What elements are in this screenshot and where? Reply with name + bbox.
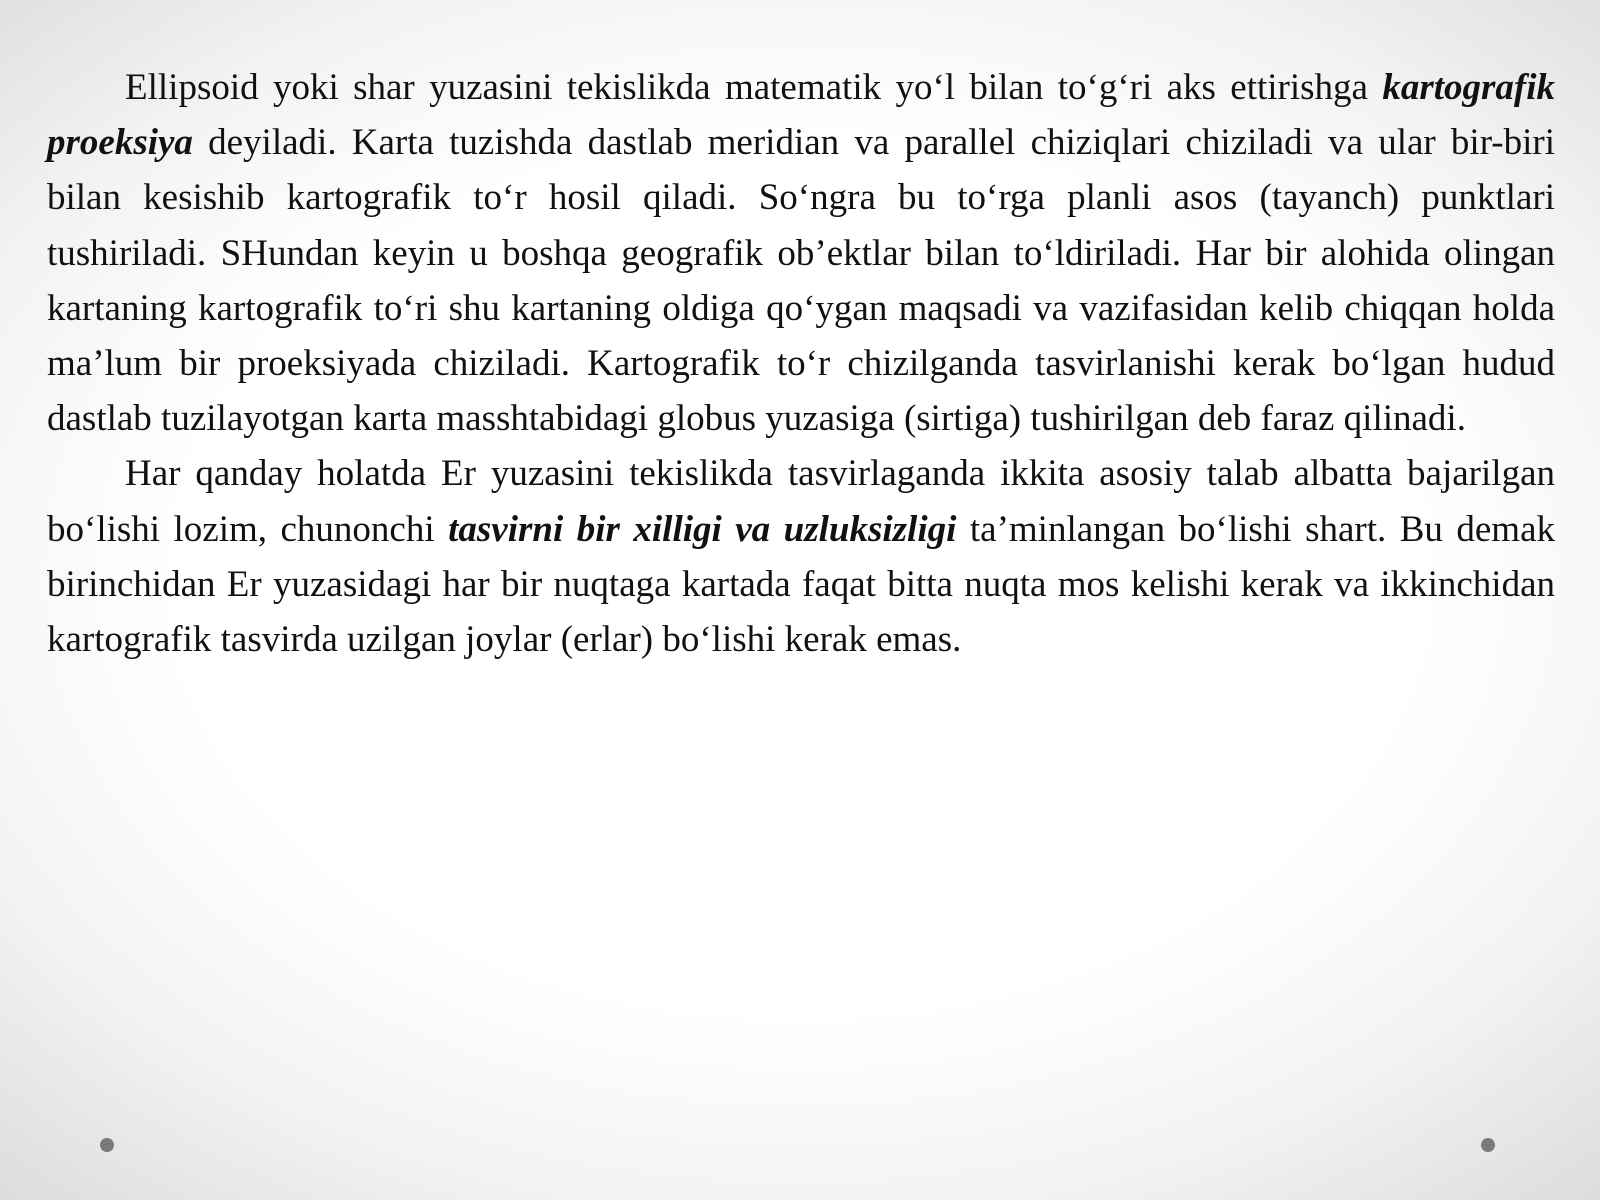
term-tasvirni-bir-xilligi: tasvirni bir xilligi va uzluksizligi bbox=[448, 508, 957, 550]
paragraph-1 bbox=[47, 60, 1555, 446]
paragraph-2-text-1: Har qanday holatda Er yuzasini tekislikda tasvirlaganda ikkita asosiy talab albatta bajarilgan bo‘lishi lozim, chunonchi bbox=[47, 453, 1555, 550]
paragraph-2 bbox=[47, 446, 1555, 667]
right-decor-dot bbox=[1481, 1138, 1495, 1152]
paragraph-1-text-2: deyiladi. Karta tuzishda dastlab meridian va parallel chiziqlari chiziladi va ular bir-biri bilan kesishib kartografik to‘r hosil qiladi. So‘ngra bu to‘rga planli asos (tayanch) punktlari tushiriladi. SHundan keyin u boshqa geografik ob’ektlar bilan to‘ldiriladi. Har bir alohida olingan kartaning kartografik to‘ri shu kartaning oldiga qo‘ygan maqsadi va vazifasidan kelib chiqqan holda ma’lum bir proeksiyada chiziladi. Kartografik to‘r chizilganda tasvirlanishi kerak bo‘lgan hudud dastlab tuzilayotgan karta masshtabidagi globus yuzasiga (sirtiga) tushirilgan deb faraz qilinadi. bbox=[47, 122, 1555, 440]
term-kartografik-proeksiya: kartografik proeksiya bbox=[47, 67, 1555, 164]
left-decor-dot bbox=[100, 1138, 114, 1152]
slide-body-text bbox=[47, 60, 1555, 667]
paragraph-1-text-1: Ellipsoid yoki shar yuzasini tekislikda matematik yo‘l bilan to‘g‘ri aks ettirishga bbox=[125, 67, 1383, 108]
paragraph-2-text-2: ta’minlangan bo‘lishi shart. Bu demak birinchidan Er yuzasidagi har bir nuqtaga kartada faqat bitta nuqta mos kelishi kerak va ikkinchidan kartografik tasvirda uzilgan joylar (erlar) bo‘lishi kerak emas. bbox=[47, 508, 1556, 661]
